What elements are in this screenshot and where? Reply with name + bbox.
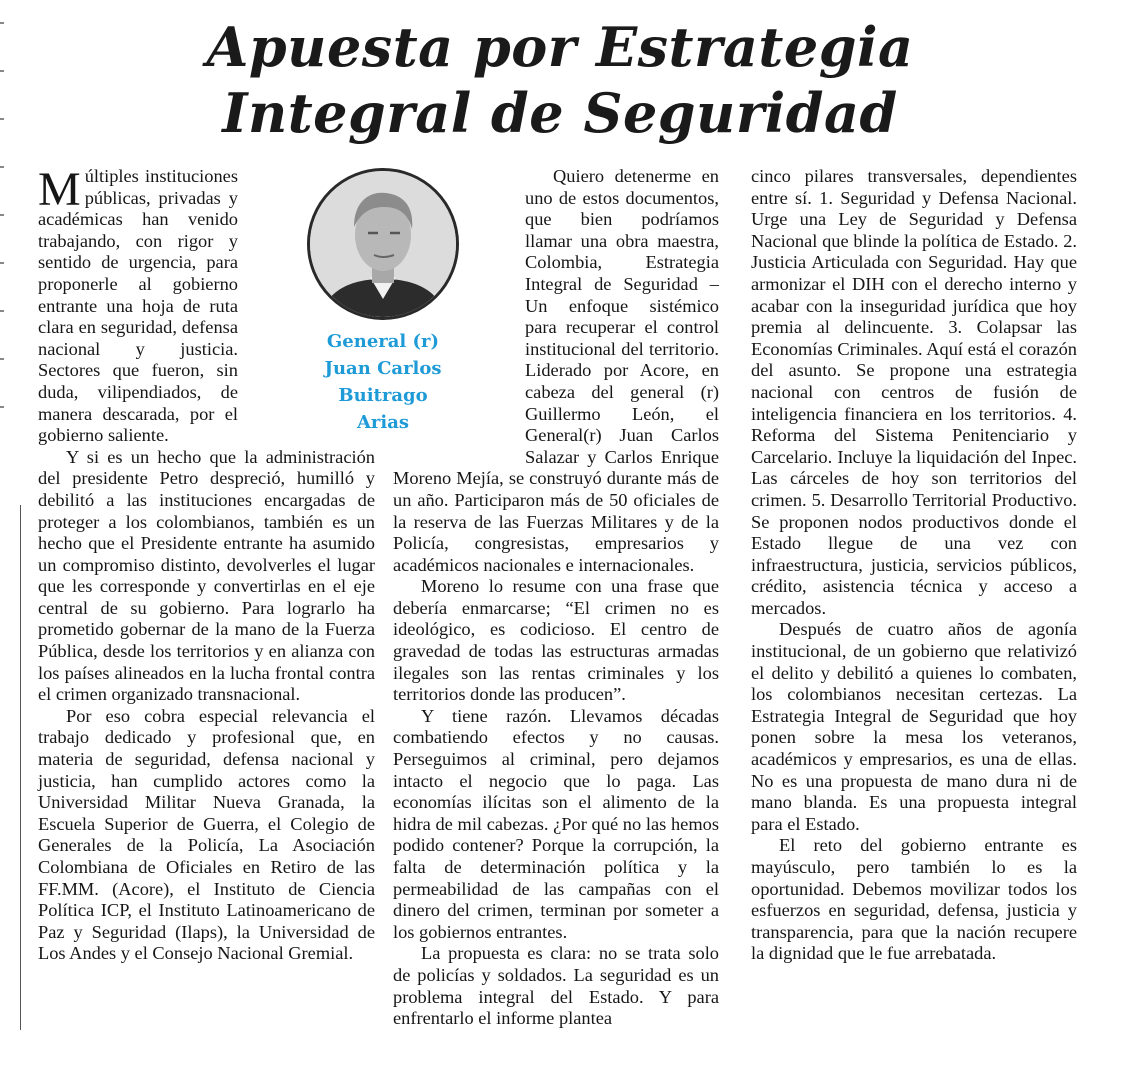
headline: Apuesta por Estrategia Integral de Seguridad (206, 15, 914, 145)
paragraph: Después de cuatro años de agonía institucional, de un gobierno que relativizó el delito y debilitó a quienes lo combaten, los colombianos necesitan certezas. La Estrategia Integral de Seguridad que hoy ponen sobre la mesa los veteranos, académicos y empresarios, es una de ellas. No es una propuesta de mano dura ni de mano blanda. Es una propuesta integral para el Estado. (751, 619, 1077, 834)
column-3 (751, 166, 1077, 965)
paragraph: Moreno lo resume con una frase que debería enmarcarse; “El crimen no es ideológico, es codicioso. El centro de gravedad de todas las estructuras armadas ilegales son las rentas criminales y los territorios donde las producen”. (393, 576, 719, 705)
paragraph: cinco pilares transversales, dependientes entre sí. 1. Seguridad y Defensa Nacional. Urge una Ley de Seguridad y Defensa Nacional que blinde la política de Estado. 2. Justicia Articulada con Seguridad. Hay que armonizar el DIH con el derecho interno y acabar con la inseguridad jurídica que hoy premia al delincuente. 3. Colapsar las Economías Criminales. Aquí está el corazón del asunto. Se propone una estrategia nacional con centros de fusión de inteligencia financiera en los territorios. 4. Reforma del Sistema Penitenciario y Carcelario. Incluye la liquidación del Inpec. Las cárceles de hoy son territorios del crimen. 5. Desarrollo Territorial Productivo. Se proponen nodos productivos donde el Estado llegue de una vez con infraestructura, justicia, servicios públicos, crédito, asistencia técnica y acceso a mercados. (751, 166, 1077, 618)
drop-cap: M (38, 163, 81, 216)
portrait-illustration (310, 171, 456, 317)
paragraph: Y si es un hecho que la administración del presidente Petro despreció, humilló y debilitó a las instituciones encargadas de proteger a los colombianos, también es un hecho que el Presidente entrante ha asumido un compromiso distinto, devolverles el lugar que les corresponde y convertirlas en el eje central de su gobierno. Para lograrlo ha prometido gobernar de la mano de la Fuerza Pública, desde los territorios y en alianza con los países alineados en la lucha frontal contra el crimen organizado transnacional. (38, 446, 375, 705)
paragraph: Quiero detenerme en uno de estos documentos, que bien podríamos llamar una obra maestra, Colombia, Estrategia Integral de Seguridad – Un enfoque sistémico para recuperar el control institucional del territorio. Liderado por Acore, en cabeza del general (r) Guillermo León, el General(r) Juan Carlos Salazar y Carlos Enrique Moreno Mejía, se construyó durante más de un año. Participaron más de 50 oficiales de la reserva de las Fuerzas Militares y de la Policía, congresistas, empresarios y académicos nacionales e internacionales. (393, 166, 719, 575)
paragraph: La propuesta es clara: no se trata solo de policías y soldados. La seguridad es un problema integral del Estado. Y para enfrentarlo el informe plantea (393, 943, 719, 1029)
author-portrait (307, 168, 459, 320)
paragraph: Múltiples instituciones públicas, privadas y académicas han venido trabajando, con rigor y sentido de urgencia, para proponerle al gobierno entrante una hoja de ruta clara en seguridad, defensa nacional y justicia. Sectores que fueron, sin duda, vilipendiados, de manera descarada, por el gobierno saliente. (38, 163, 238, 446)
margin-rule (20, 505, 21, 1030)
page-edge-marks (0, 0, 6, 1087)
author-name: General (r) Juan Carlos Buitrago Arias (324, 331, 442, 433)
paragraph: El reto del gobierno entrante es mayúsculo, pero también lo es la oportunidad. Debemos movilizar todos los esfuerzos en seguridad, defensa, justicia y transparencia, para que la nación recupere la dignidad que le fue arrebatada. (751, 835, 1077, 964)
paragraph: Por eso cobra especial relevancia el trabajo dedicado y profesional que, en materia de seguridad, defensa nacional y justicia, han cumplido actores como la Universidad Militar Nueva Granada, la Escuela Superior de Guerra, el Colegio de Generales de la Policía, La Asociación Colombiana de Oficiales en Retiro de las FF.MM. (Acore), el Instituto de Ciencia Política ICP, el Instituto Latinoamericano de Paz y Seguridad (Ilaps), la Universidad de Los Andes y el Consejo Nacional Gremial. (38, 705, 375, 964)
author-box (302, 168, 464, 436)
paragraph: Y tiene razón. Llevamos décadas combatiendo efectos y no causas. Perseguimos al criminal, pero dejamos intacto el negocio que lo paga. Las economías ilícitas son el alimento de la hidra de mil cabezas. ¿Por qué no las hemos podido contener? Porque la corrupción, la falta de determinación política y la permeabilidad de las campañas con el dinero del crimen, terminan por someter a los gobiernos entrantes. (393, 705, 719, 942)
